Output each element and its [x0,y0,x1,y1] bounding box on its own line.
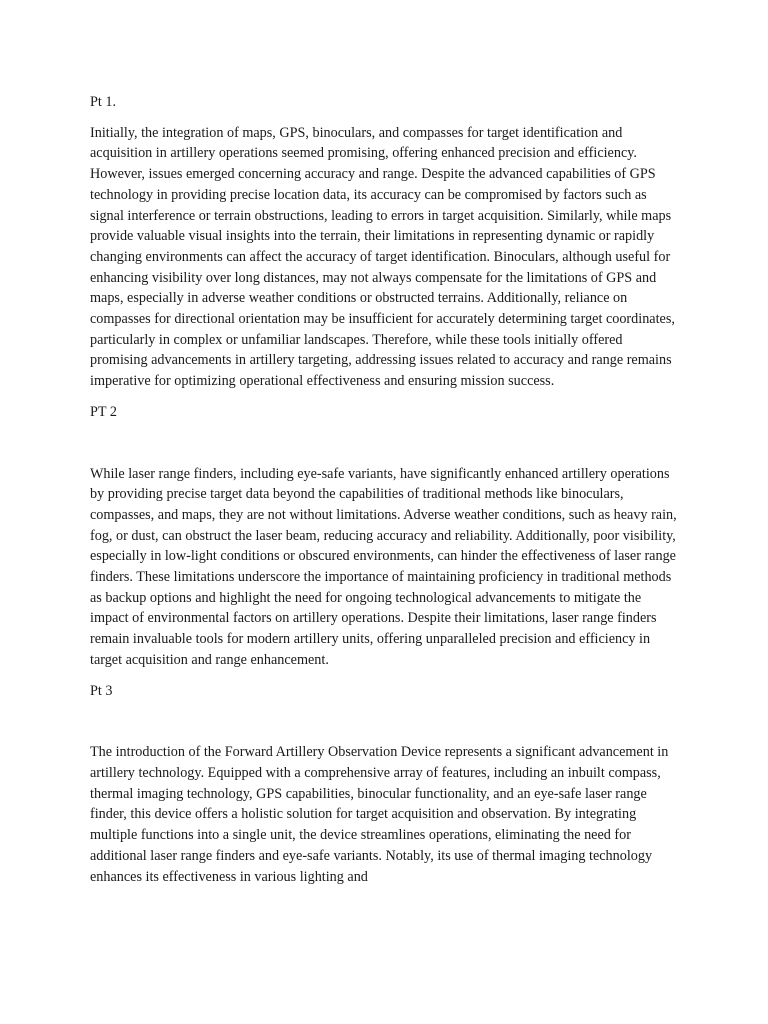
section-heading-pt2: PT 2 [90,403,117,420]
section-heading-pt3: Pt 3 [90,682,113,699]
section-body-pt3: The introduction of the Forward Artillery Observation Device represents a significant advancement in artillery technology. Equipped with a comprehensive array of features, including an inbuilt compass, thermal imaging technology, GPS capabilities, binocular functionality, and an eye-safe laser range finder, this device offers a holistic solution for target acquisition and observation. By integrating multiple functions into a single unit, the device streamlines operations, eliminating the need for additional laser range finders and eye-safe variants. Notably, its use of thermal imaging technology enhances its effectiveness in various lighting and [90,744,669,885]
section-heading-pt1: Pt 1. [90,94,117,110]
document-content [90,92,680,887]
section-body-pt2: While laser range finders, including eye-safe variants, have significantly enhanced artillery operations by providing precise target data beyond the capabilities of traditional methods like binoculars, compasses, and maps, they are not without limitations. Adverse weather conditions, such as heavy rain, fog, or dust, can obstruct the laser beam, reducing accuracy and reliability. Additionally, poor visibility, especially in low-light conditions or obscured environments, can hinder the effectiveness of laser range finders. These limitations underscore the importance of maintaining proficiency in traditional methods as backup options and highlight the need for ongoing technological advancements to mitigate the impact of environmental factors on artillery operations. Despite their limitations, laser range finders remain invaluable tools for modern artillery units, offering unparalleled precision and efficiency in target acquisition and range enhancement. [90,465,677,668]
section-body-pt1: Initially, the integration of maps, GPS, binoculars, and compasses for target identification and acquisition in artillery operations seemed promising, offering enhanced precision and efficiency. However, issues emerged concerning accuracy and range. Despite the advanced capabilities of GPS technology in providing precise location data, its accuracy can be compromised by factors such as signal interference or terrain obstructions, leading to errors in target acquisition. Similarly, while maps provide valuable visual insights into the terrain, their limitations in representing dynamic or rapidly changing environments can affect the accuracy of target identification. Binoculars, although useful for enhancing visibility over long distances, may not always compensate for the limitations of GPS and maps, especially in adverse weather conditions or obstructed terrains. Additionally, reliance on compasses for directional orientation may be insufficient for accurately determining target coordinates, particularly in complex or unfamiliar landscapes. Therefore, while these tools initially offered promising advancements in artillery targeting, addressing issues related to accuracy and range remains imperative for optimizing operational effectiveness and ensuring mission success. [90,124,675,390]
